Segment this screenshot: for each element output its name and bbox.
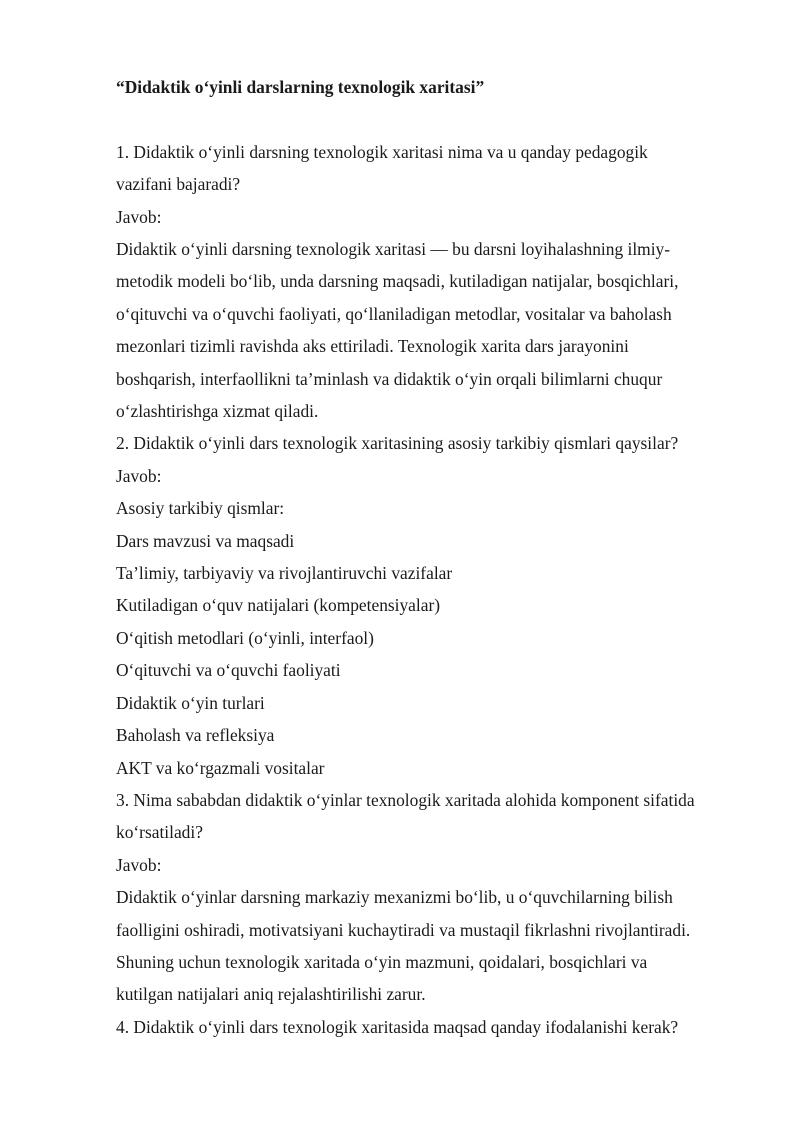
list-item: Kutiladigan o‘quv natijalari (kompetensiyalar)	[116, 595, 441, 616]
list-item: O‘qitish metodlari (o‘yinli, interfaol)	[116, 627, 374, 648]
answer-line: faolligini oshiradi, motivatsiyani kuchaytiradi va mustaqil fikrlashni rivojlantiradi.	[116, 919, 691, 940]
answer-label: Javob:	[116, 465, 162, 486]
question-line: 2. Didaktik o‘yinli dars texnologik xaritasining asosiy tarkibiy qismlari qaysilar?	[116, 433, 679, 454]
answer-line: mezonlari tizimli ravishda aks ettiriladi. Texnologik xarita dars jarayonini	[116, 336, 629, 357]
question-line: vazifani bajaradi?	[116, 174, 241, 195]
list-item: Baholash va refleksiya	[116, 725, 275, 746]
qa-section-2	[116, 427, 756, 783]
document-title: “Didaktik o‘yinli darslarning texnologik xaritasi”	[116, 77, 485, 97]
qa-section-4	[116, 1011, 756, 1043]
spacer	[116, 103, 756, 135]
answer-line: Asosiy tarkibiy qismlar:	[116, 498, 285, 519]
answer-line: Shuning uchun texnologik xaritada o‘yin mazmuni, qoidalari, bosqichlari va	[116, 951, 648, 972]
list-item: O‘qituvchi va o‘quvchi faoliyati	[116, 660, 341, 681]
question-line: 1. Didaktik o‘yinli darsning texnologik xaritasi nima va u qanday pedagogik	[116, 141, 648, 162]
answer-line: metodik modeli bo‘lib, unda darsning maqsadi, kutiladigan natijalar, bosqichlari,	[116, 271, 679, 292]
list-item: Didaktik o‘yin turlari	[116, 692, 265, 713]
answer-line: kutilgan natijalari aniq rejalashtirilishi zarur.	[116, 984, 426, 1005]
answer-label: Javob:	[116, 206, 162, 227]
answer-line: boshqarish, interfaollikni ta’minlash va didaktik o‘yin orqali bilimlarni chuqur	[116, 368, 663, 389]
question-line: 3. Nima sababdan didaktik o‘yinlar texnologik xaritada alohida komponent sifatida	[116, 789, 695, 810]
answer-line: o‘qituvchi va o‘quvchi faoliyati, qo‘llaniladigan metodlar, vositalar va baholash	[116, 303, 672, 324]
question-line: 4. Didaktik o‘yinli dars texnologik xaritasida maqsad qanday ifodalanishi kerak?	[116, 1016, 679, 1037]
answer-line: o‘zlashtirishga xizmat qiladi.	[116, 401, 319, 422]
question-line: ko‘rsatiladi?	[116, 822, 203, 843]
list-item: Dars mavzusi va maqsadi	[116, 530, 295, 551]
answer-label: Javob:	[116, 854, 162, 875]
list-item: Ta’limiy, tarbiyaviy va rivojlantiruvchi vazifalar	[116, 563, 453, 584]
answer-line: Didaktik o‘yinlar darsning markaziy mexanizmi bo‘lib, u o‘quvchilarning bilish	[116, 887, 673, 908]
qa-section-3	[116, 784, 756, 1011]
qa-section-1	[116, 136, 756, 428]
document-content	[116, 71, 756, 1043]
list-item: AKT va ko‘rgazmali vositalar	[116, 757, 325, 778]
answer-line: Didaktik o‘yinli darsning texnologik xaritasi — bu darsni loyihalashning ilmiy-	[116, 239, 671, 260]
